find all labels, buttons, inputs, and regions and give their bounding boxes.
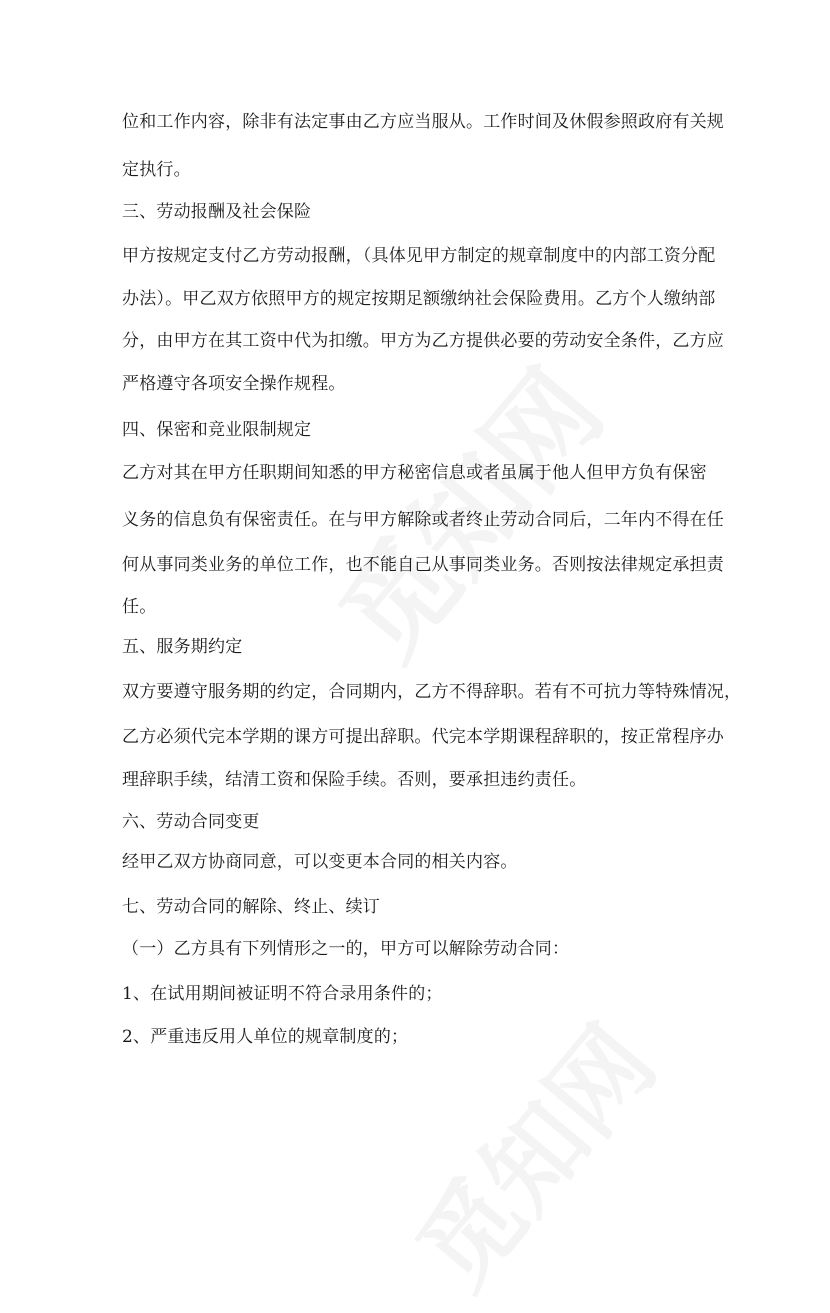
section-heading: 三、劳动报酬及社会保险 <box>122 202 312 222</box>
paragraph-line: 位和工作内容，除非有法定事由乙方应当服从。工作时间及休假参照政府有关规 <box>122 112 724 132</box>
paragraph-line: 何从事同类业务的单位工作，也不能自己从事同类业务。否则按法律规定承担责 <box>122 555 724 575</box>
paragraph-line: （一）乙方具有下列情形之一的，甲方可以解除劳动合同： <box>122 939 570 959</box>
paragraph-line: 甲方按规定支付乙方劳动报酬，（具体见甲方制定的规章制度中的内部工资分配 <box>122 246 716 266</box>
paragraph-line: 经甲乙双方协商同意，可以变更本合同的相关内容。 <box>122 852 518 872</box>
paragraph-line: 任。 <box>122 597 157 617</box>
paragraph-line: 严格遵守各项安全操作规程。 <box>122 374 346 394</box>
paragraph-line: 乙方必须代完本学期的课方可提出辞职。代完本学期课程辞职的，按正常程序办 <box>122 727 724 747</box>
section-heading: 六、劳动合同变更 <box>122 812 260 832</box>
section-heading: 七、劳动合同的解除、终止、续订 <box>122 897 380 917</box>
paragraph-line: 办法）。甲乙双方依照甲方的规定按期足额缴纳社会保险费用。乙方个人缴纳部 <box>122 289 716 309</box>
section-heading: 四、保密和竞业限制规定 <box>122 420 312 440</box>
paragraph-line: 乙方对其在甲方任职期间知悉的甲方秘密信息或者虽属于他人但甲方负有保密 <box>122 463 707 483</box>
paragraph-line: 定执行。 <box>122 160 191 180</box>
paragraph-line: 双方要遵守服务期的约定，合同期内，乙方不得辞职。若有不可抗力等特殊情况， <box>122 682 742 702</box>
paragraph-line: 分，由甲方在其工资中代为扣缴。甲方为乙方提供必要的劳动安全条件，乙方应 <box>122 331 724 351</box>
paragraph-line: 义务的信息负有保密责任。在与甲方解除或者终止劳动合同后，二年内不得在任 <box>122 510 724 530</box>
list-item: 1、在试用期间被证明不符合录用条件的； <box>122 984 443 1004</box>
section-heading: 五、服务期约定 <box>122 637 243 657</box>
paragraph-line: 理辞职手续，结清工资和保险手续。否则，要承担违约责任。 <box>122 770 587 790</box>
list-item: 2、严重违反用人单位的规章制度的； <box>122 1027 409 1047</box>
